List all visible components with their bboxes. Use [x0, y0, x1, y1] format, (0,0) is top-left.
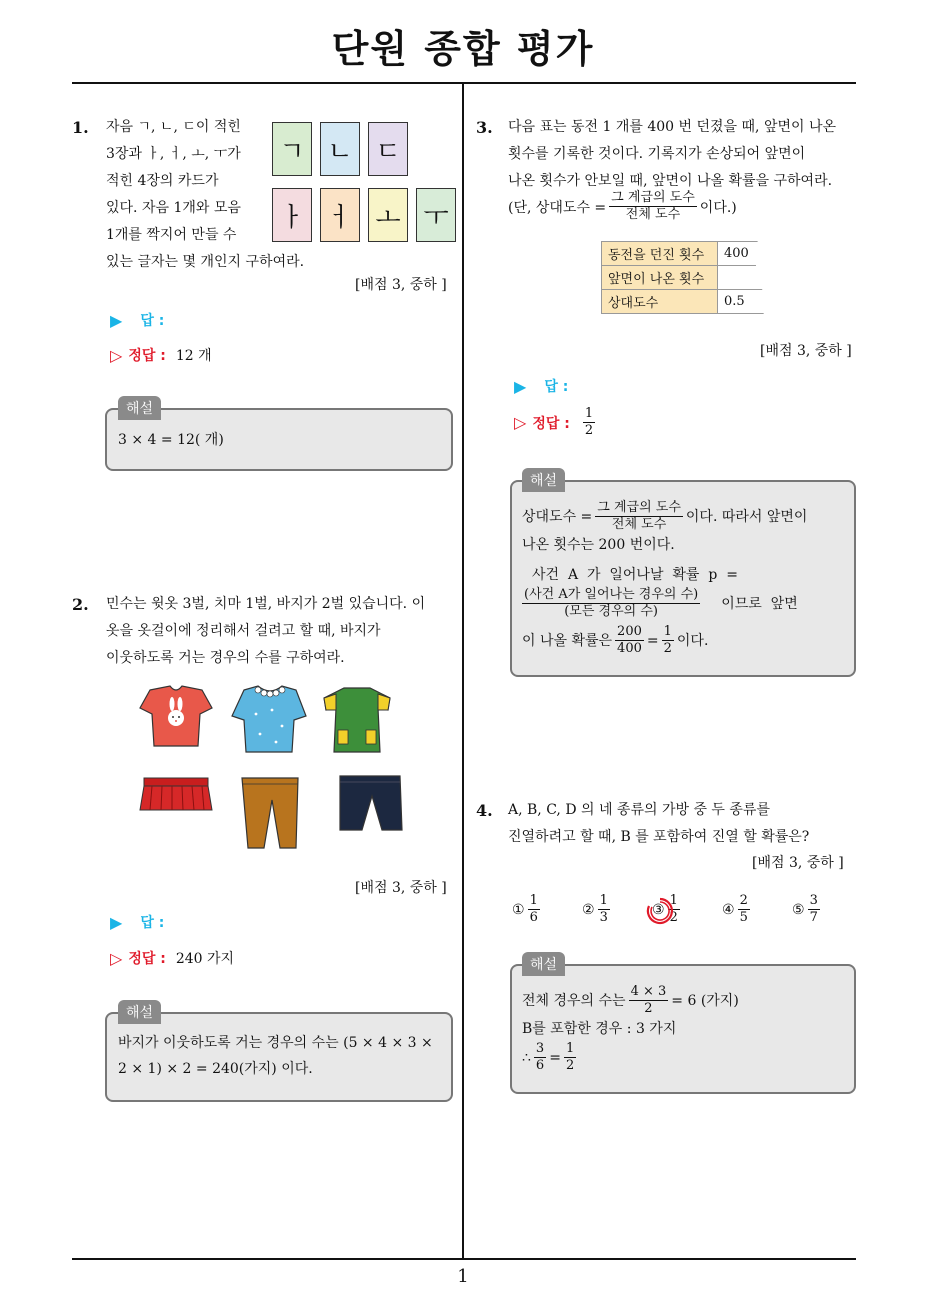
- answer-arrow-icon: ▶: [514, 376, 527, 396]
- fraction-numerator: 1: [669, 893, 678, 908]
- q3-note: [508, 190, 737, 223]
- consonant-card: ㄷ: [368, 122, 408, 176]
- q2-line: 옷을 옷걸이에 정리해서 걸려고 할 때, 바지가: [106, 623, 381, 639]
- fraction-denominator: (모든 경우의 수): [564, 604, 658, 619]
- fraction-numerator: 1: [599, 893, 608, 908]
- fraction-numerator: 1: [663, 624, 672, 639]
- q1-meta: [배점 3, 중하 ]: [355, 277, 447, 293]
- option-mark: ①: [512, 901, 525, 918]
- q3-meta: [배점 3, 중하 ]: [760, 343, 852, 359]
- q3-expl-line4: [522, 587, 848, 620]
- q3-line: 다음 표는 동전 1 개를 400 번 던졌을 때, 앞면이 나온: [508, 119, 837, 135]
- q3-answer-row[interactable]: [514, 376, 568, 396]
- fraction-denominator: 2: [644, 1001, 653, 1016]
- q1-line: 1개를 짝지어 만들 수: [106, 227, 237, 243]
- expl-text: =: [549, 1049, 561, 1066]
- answer-label: 답 :: [140, 915, 165, 931]
- fraction-denominator: 6: [535, 1058, 545, 1073]
- q3-number: 3.: [476, 118, 493, 137]
- q4-text: [508, 797, 809, 851]
- table-cell-label: 상대도수: [602, 290, 718, 314]
- vowel-card: ㅓ: [320, 188, 360, 242]
- fraction-numerator: 4 × 3: [630, 984, 667, 999]
- q4-line: 진열하려고 할 때, B 를 포함하여 진열 할 확률은?: [508, 829, 810, 845]
- q2-correct-row: [110, 948, 234, 968]
- expl-text: 이다.: [676, 632, 709, 649]
- option-mark: ④: [722, 901, 735, 918]
- correct-fraction: [583, 406, 595, 439]
- option-mark: ②: [582, 901, 595, 918]
- fraction-numerator: 3: [535, 1041, 545, 1056]
- correct-value: 12 개: [175, 348, 212, 364]
- navy-pants-icon: [340, 776, 402, 830]
- q3-expl-line1: [522, 500, 848, 533]
- option-4[interactable]: [722, 893, 753, 926]
- expl-fraction: [615, 624, 644, 657]
- q4-expl-line1: [522, 984, 848, 1017]
- red-shirt-icon: [140, 686, 212, 746]
- correct-arrow-icon: ▷: [514, 413, 527, 432]
- option-fraction: [738, 893, 750, 926]
- q3-note-fraction: [609, 190, 697, 223]
- q1-correct-row: [110, 345, 212, 365]
- answer-label: 답 :: [140, 313, 165, 329]
- bottom-rule: [72, 1258, 856, 1260]
- q2-expl-line: 2 × 1) × 2 = 240(가지) 이다.: [118, 1061, 313, 1077]
- option-fraction: [808, 893, 820, 926]
- q1-answer-row[interactable]: [110, 310, 164, 330]
- table-row: [602, 242, 768, 266]
- q3-expl-line2: 나온 횟수는 200 번이다.: [522, 537, 675, 553]
- red-skirt-icon: [140, 778, 212, 810]
- table-row: [602, 266, 768, 290]
- answer-arrow-icon: ▶: [110, 912, 123, 932]
- correct-value: 240 가지: [175, 951, 235, 967]
- q4-meta: [배점 3, 중하 ]: [752, 855, 844, 871]
- q3-line: 나온 횟수가 안보일 때, 앞면이 나올 확률을 구하여라.: [508, 173, 833, 189]
- q3-note-suffix: 이다.): [699, 199, 737, 216]
- q2-text: [106, 591, 425, 672]
- q4-line: A, B, C, D 의 네 종류의 가방 중 두 종류를: [508, 802, 770, 818]
- q1-line: 3장과 ㅏ, ㅓ, ㅗ, ㅜ가: [106, 146, 241, 162]
- table-cell-value: 400: [718, 242, 768, 266]
- coin-table: [601, 241, 768, 314]
- q2-expl-text: [118, 1030, 433, 1082]
- correct-label: 정답 :: [128, 348, 166, 364]
- q3-expl-text: [522, 500, 848, 657]
- q4-expl-line3: [522, 1041, 848, 1074]
- q1-number: 1.: [72, 118, 89, 137]
- clothes-illustration: [132, 682, 412, 852]
- correct-label: 정답 :: [128, 951, 166, 967]
- option-2[interactable]: [582, 893, 613, 926]
- correct-label: 정답 :: [532, 415, 570, 432]
- correct-arrow-icon: ▷: [110, 345, 123, 365]
- fraction-numerator: 200: [617, 624, 642, 639]
- expl-fraction: [522, 587, 700, 620]
- fraction-numerator: 3: [809, 893, 818, 908]
- q1-line: 있는 글자는 몇 개인지 구하여라.: [106, 254, 305, 270]
- vowel-card: ㅜ: [416, 188, 456, 242]
- fraction-denominator: 6: [529, 910, 538, 925]
- fraction-denominator: 2: [565, 1058, 575, 1073]
- expl-text: 이다. 따라서 앞면이: [685, 508, 808, 525]
- expl-text: =: [646, 632, 659, 649]
- q3-expl-line5: [522, 624, 848, 657]
- expl-text: 전체 경우의 수는: [522, 992, 626, 1009]
- option-mark: ⑤: [792, 901, 805, 918]
- vowel-card: ㅏ: [272, 188, 312, 242]
- blue-blouse-icon: [232, 686, 306, 752]
- q1-line: 자음 ㄱ, ㄴ, ㄷ이 적힌: [106, 119, 241, 135]
- option-1[interactable]: [512, 893, 543, 926]
- expl-fraction: [564, 1041, 576, 1074]
- q1-line: 적힌 4장의 카드가: [106, 173, 219, 189]
- expl-text: 이므로 앞면: [721, 595, 798, 612]
- fraction-denominator: 전체 도수: [611, 517, 667, 532]
- top-rule: [72, 82, 856, 84]
- option-5[interactable]: [792, 893, 823, 926]
- expl-text: = 6 (가지): [671, 992, 739, 1009]
- expl-text: 상대도수 =: [522, 508, 593, 525]
- fraction-denominator: 5: [739, 910, 748, 925]
- q1-expl-tag: 해설: [118, 396, 161, 420]
- q3-note-prefix: (단, 상대도수 =: [508, 199, 607, 216]
- green-dress-icon: [324, 688, 390, 752]
- fraction-numerator: 1: [584, 406, 594, 421]
- q4-expl-text: [522, 984, 848, 1074]
- q2-answer-row[interactable]: [110, 912, 164, 932]
- q4-expl-line2: B를 포함한 경우 : 3 가지: [522, 1021, 677, 1037]
- table-cell-label: 앞면이 나온 횟수: [602, 266, 718, 290]
- consonant-card: ㄱ: [272, 122, 312, 176]
- brown-pants-icon: [242, 778, 298, 848]
- fraction-denominator: 2: [584, 423, 594, 438]
- q1-line: 있다. 자음 1개와 모음: [106, 200, 241, 216]
- expl-text: 이 나올 확률은: [522, 632, 613, 649]
- fraction-numerator: 그 계급의 도수: [597, 500, 681, 515]
- torn-edge-icon: [752, 240, 772, 314]
- expl-fraction: [534, 1041, 546, 1074]
- answer-label: 답 :: [544, 379, 569, 395]
- table-cell-label: 동전을 던진 횟수: [602, 242, 718, 266]
- fraction-numerator: (사건 A가 일어나는 경우의 수): [524, 587, 699, 602]
- q4-expl-tag: 해설: [522, 952, 565, 976]
- table-cell-value: 0.5: [718, 290, 768, 314]
- option-mark-text: ③: [652, 901, 665, 918]
- expl-fraction: [629, 984, 669, 1017]
- page-title: 단원 종합 평가: [331, 27, 595, 71]
- fraction-denominator: 2: [669, 910, 678, 925]
- q3-expl-line3: 사건 A 가 일어나날 확률 p =: [532, 567, 738, 583]
- consonant-card: ㄴ: [320, 122, 360, 176]
- fraction-denominator: 3: [599, 910, 608, 925]
- answer-arrow-icon: ▶: [110, 310, 123, 330]
- expl-fraction: [595, 500, 683, 533]
- correct-arrow-icon: ▷: [110, 948, 123, 968]
- q2-meta: [배점 3, 중하 ]: [355, 880, 447, 896]
- vowel-card: ㅗ: [368, 188, 408, 242]
- fraction-denominator: 2: [663, 641, 672, 656]
- q3-line: 횟수를 기록한 것이다. 기록지가 손상되어 앞면이: [508, 146, 806, 162]
- expl-fraction: [662, 624, 674, 657]
- q3-correct-row: [514, 406, 598, 439]
- fraction-numerator: 1: [565, 1041, 575, 1056]
- fraction-denominator: 400: [617, 641, 642, 656]
- expl-text: ∴: [522, 1049, 531, 1066]
- q2-expl-tag: 해설: [118, 1000, 161, 1024]
- fraction-denominator: 7: [809, 910, 818, 925]
- q1-expl-text: 3 × 4 = 12( 개): [118, 432, 224, 448]
- option-fraction: [598, 893, 610, 926]
- fraction-denominator: 전체 도수: [625, 207, 681, 222]
- q3-expl-tag: 해설: [522, 468, 565, 492]
- fraction-numerator: 2: [739, 893, 748, 908]
- q4-number: 4.: [476, 801, 493, 820]
- q2-expl-line: 바지가 이웃하도록 거는 경우의 수는 (5 × 4 × 3 ×: [118, 1035, 433, 1051]
- option-3[interactable]: [652, 893, 683, 926]
- table-row: [602, 290, 768, 314]
- option-mark: [652, 902, 665, 918]
- q2-line: 민수는 윗옷 3벌, 치마 1벌, 바지가 2벌 있습니다. 이: [106, 596, 426, 612]
- q3-text: [508, 114, 836, 195]
- fraction-numerator: 1: [529, 893, 538, 908]
- fraction-numerator: 그 계급의 도수: [611, 190, 695, 205]
- q2-number: 2.: [72, 595, 89, 614]
- option-fraction: [528, 893, 540, 926]
- page-number: 1: [457, 1266, 469, 1287]
- q2-line: 이웃하도록 거는 경우의 수를 구하여라.: [106, 650, 345, 666]
- column-divider: [462, 83, 464, 1260]
